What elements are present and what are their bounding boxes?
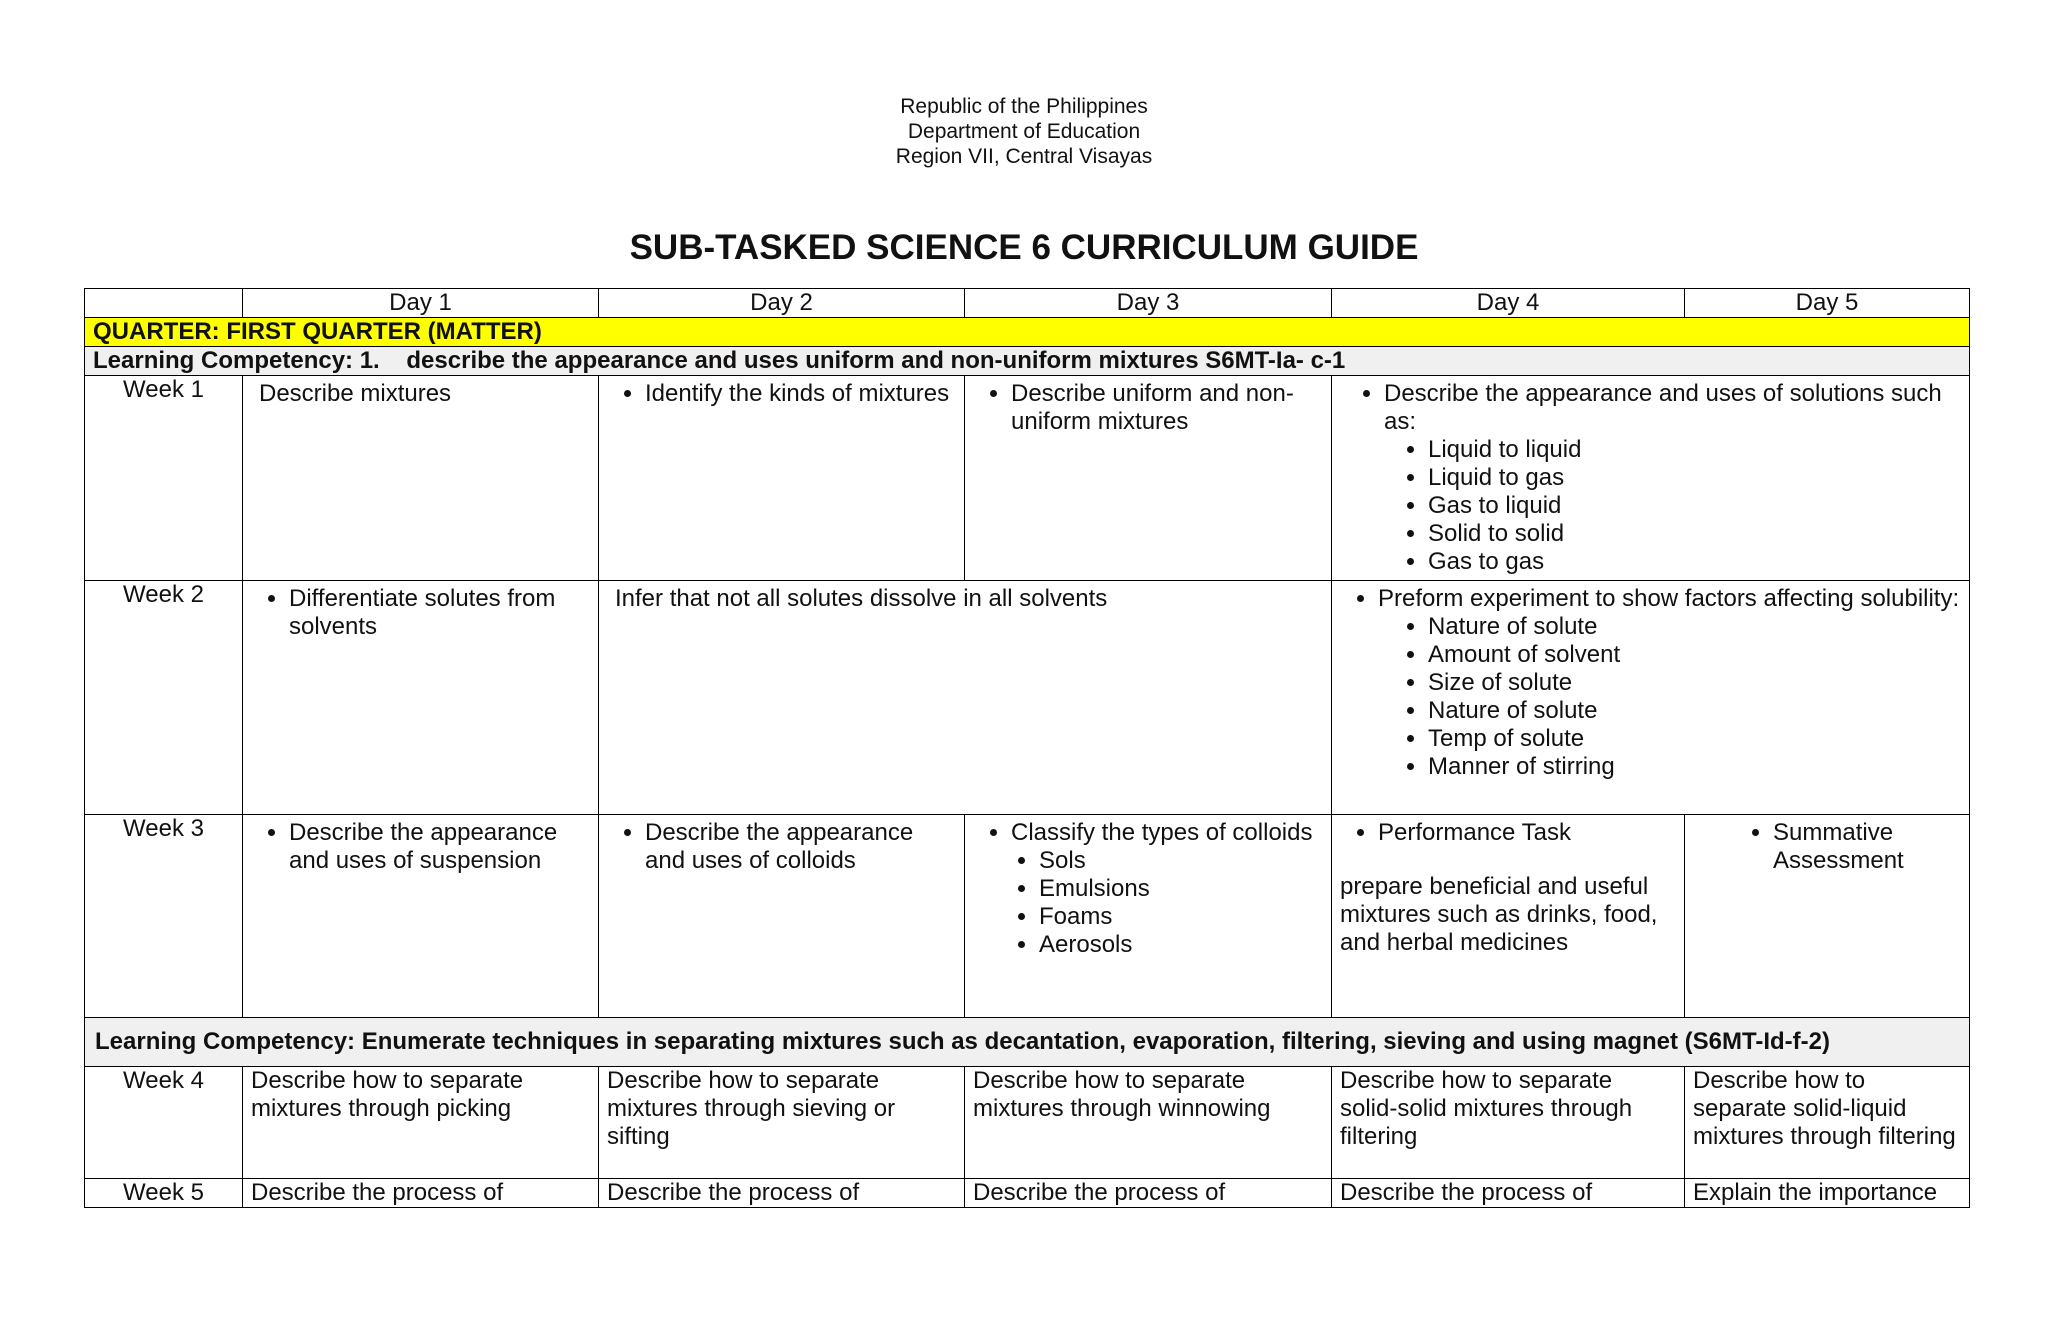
cell bbox=[965, 1179, 1332, 1208]
page-title: SUB-TASKED SCIENCE 6 CURRICULUM GUIDE bbox=[629, 228, 1419, 267]
week-label: Week 5 bbox=[85, 1179, 243, 1208]
cell bbox=[1332, 1179, 1685, 1208]
cell-text: Infer that not all solutes dissolve in all solvents bbox=[615, 585, 1108, 612]
cell bbox=[1685, 815, 1970, 1018]
document-header bbox=[0, 94, 2048, 169]
curriculum-table bbox=[84, 288, 1970, 1208]
cell bbox=[1332, 581, 1970, 815]
week-row bbox=[85, 581, 1970, 815]
cell bbox=[599, 1179, 965, 1208]
week-row bbox=[85, 815, 1970, 1018]
list-item: • Describe the appearance and uses of suspension bbox=[289, 819, 590, 875]
day-header: Day 5 bbox=[1685, 289, 1970, 318]
cell bbox=[1332, 376, 1970, 581]
week-label: Week 3 bbox=[85, 815, 243, 1018]
quarter-row bbox=[85, 318, 1970, 347]
week-label: Week 4 bbox=[85, 1067, 243, 1179]
list-item: • Nature of solute bbox=[1428, 613, 1961, 641]
day-header: Day 4 bbox=[1332, 289, 1685, 318]
day-header: Day 1 bbox=[243, 289, 599, 318]
cell-text: Explain the importance bbox=[1693, 1179, 1938, 1206]
learning-competency-row bbox=[85, 347, 1970, 376]
cell bbox=[965, 1067, 1332, 1179]
cell-text: Describe the process of bbox=[973, 1179, 1226, 1206]
list-item: • Identify the kinds of mixtures bbox=[645, 380, 956, 408]
cell bbox=[243, 1179, 599, 1208]
cell-text: Describe how to separate mixtures through sieving or sifting bbox=[607, 1067, 896, 1150]
list-item: • Size of solute bbox=[1428, 669, 1961, 697]
day-header: Day 3 bbox=[965, 289, 1332, 318]
list-item: • Gas to gas bbox=[1428, 548, 1961, 576]
cell bbox=[243, 1067, 599, 1179]
list-item: • Foams bbox=[1039, 903, 1323, 931]
cell bbox=[599, 1067, 965, 1179]
week-label: Week 2 bbox=[85, 581, 243, 815]
list-item: • Liquid to liquid bbox=[1428, 436, 1961, 464]
list-item: • Emulsions bbox=[1039, 875, 1323, 903]
week-row bbox=[85, 1179, 1970, 1208]
cell-text: Describe how to separate solid-liquid mixtures through filtering bbox=[1693, 1067, 1956, 1150]
list-item: • Aerosols bbox=[1039, 931, 1323, 959]
list-item: • Temp of solute bbox=[1428, 725, 1961, 753]
cell bbox=[965, 376, 1332, 581]
header-region: Region VII, Central Visayas bbox=[895, 145, 1153, 168]
list-item: • Sols bbox=[1039, 847, 1323, 875]
week-label: Week 1 bbox=[85, 376, 243, 581]
cell bbox=[1332, 815, 1685, 1018]
list-item: • Amount of solvent bbox=[1428, 641, 1961, 669]
cell-text: Describe how to separate mixtures through picking bbox=[251, 1067, 524, 1122]
cell bbox=[599, 376, 965, 581]
list-item: • Describe the appearance and uses of solutions such as: bbox=[1384, 380, 1961, 436]
learning-competency-row bbox=[85, 1018, 1970, 1067]
list-item: • Describe the appearance and uses of colloids bbox=[645, 819, 956, 875]
quarter-label: QUARTER: FIRST QUARTER (MATTER) bbox=[85, 318, 1970, 347]
week-row bbox=[85, 1067, 1970, 1179]
list-item: • Performance Task bbox=[1378, 819, 1676, 847]
cell-text: Describe the process of bbox=[1340, 1179, 1593, 1206]
list-item: • Liquid to gas bbox=[1428, 464, 1961, 492]
cell-text: Describe the process of bbox=[251, 1179, 504, 1206]
cell-text: Describe how to separate solid-solid mixtures through filtering bbox=[1340, 1067, 1633, 1150]
list-item: • Classify the types of colloids bbox=[1011, 819, 1323, 847]
cell bbox=[599, 581, 1332, 815]
header-republic: Republic of the Philippines bbox=[900, 95, 1148, 118]
cell bbox=[243, 815, 599, 1018]
day-header-row bbox=[85, 289, 1970, 318]
cell-text: Describe mixtures bbox=[259, 380, 452, 407]
cell bbox=[1685, 1179, 1970, 1208]
list-item: • Gas to liquid bbox=[1428, 492, 1961, 520]
list-item: • Preform experiment to show factors affecting solubility: bbox=[1378, 585, 1961, 613]
cell-text: Describe how to separate mixtures through winnowing bbox=[973, 1067, 1271, 1122]
cell-text: prepare beneficial and useful mixtures such as drinks, food, and herbal medicines bbox=[1340, 873, 1658, 956]
cell bbox=[599, 815, 965, 1018]
list-item: • Solid to solid bbox=[1428, 520, 1961, 548]
list-item: • Describe uniform and non-uniform mixtures bbox=[1011, 380, 1323, 436]
cell bbox=[243, 376, 599, 581]
day-header: Day 2 bbox=[599, 289, 965, 318]
list-item: • Summative Assessment bbox=[1773, 819, 1961, 875]
cell bbox=[1685, 1067, 1970, 1179]
list-item: • Differentiate solutes from solvents bbox=[289, 585, 590, 641]
list-item: • Nature of solute bbox=[1428, 697, 1961, 725]
learning-competency-1: Learning Competency: 1. describe the appearance and uses uniform and non-uniform mixtures S6MT-Ia- c-1 bbox=[85, 347, 1970, 376]
list-item: • Manner of stirring bbox=[1428, 753, 1961, 781]
corner-cell bbox=[85, 289, 243, 318]
week-row bbox=[85, 376, 1970, 581]
learning-competency-2: Learning Competency: Enumerate techniques in separating mixtures such as decantation, evaporation, filtering, sieving and using magnet (S6MT-Id-f-2) bbox=[85, 1018, 1970, 1067]
cell bbox=[965, 815, 1332, 1018]
cell bbox=[243, 581, 599, 815]
cell bbox=[1332, 1067, 1685, 1179]
cell-text: Describe the process of bbox=[607, 1179, 860, 1206]
header-department: Department of Education bbox=[907, 120, 1141, 143]
